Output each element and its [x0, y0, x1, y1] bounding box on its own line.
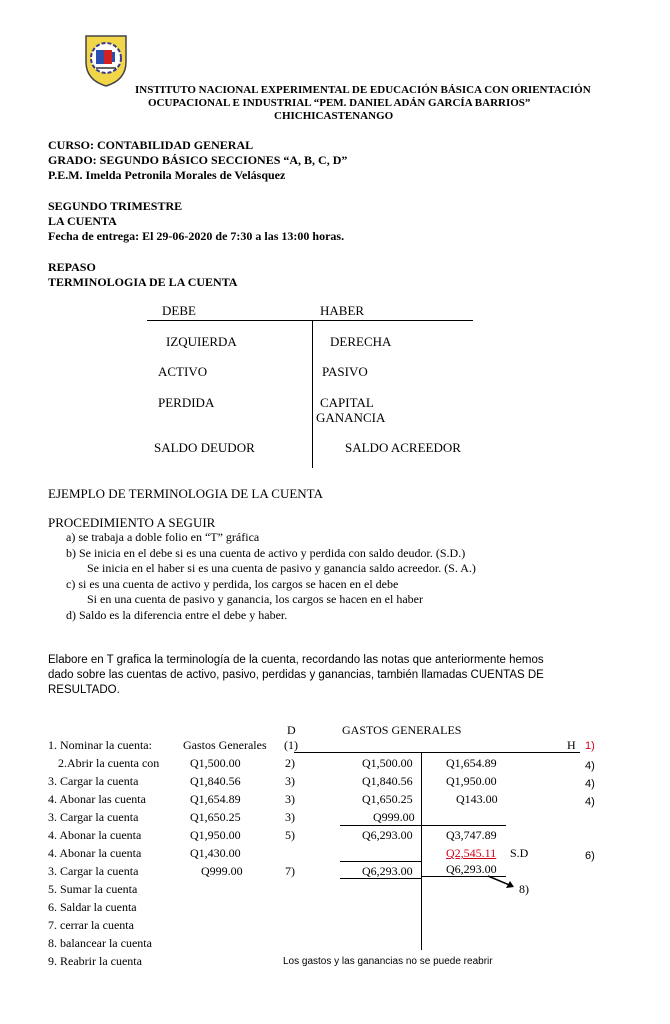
step-mark: 4)	[585, 796, 595, 808]
trimester: SEGUNDO TRIMESTRE	[48, 199, 183, 213]
step-ref: (1)	[284, 738, 298, 752]
debe-sum-line	[340, 825, 421, 826]
procedure-title: PROCEDIMIENTO A SEGUIR	[48, 515, 216, 530]
step-ref: 7)	[285, 864, 295, 878]
step-mark: 4)	[585, 760, 595, 772]
grade-sections: GRADO: SEGUNDO BÁSICO SECCIONES “A, B, C, D”	[48, 153, 348, 167]
step-ref: 3)	[285, 792, 295, 806]
step-label: 3. Cargar la cuenta	[48, 774, 139, 788]
haber-label: H	[567, 738, 576, 752]
account-title: GASTOS GENERALES	[342, 723, 462, 737]
debe-balanced-total: Q6,293.00	[362, 864, 413, 878]
haber-entry: Q1,950.00	[446, 774, 497, 788]
t-chart-vertical-line	[312, 320, 313, 468]
step-ref: 5)	[285, 828, 295, 842]
debe-label: D	[287, 723, 296, 737]
t-chart-debe-header: DEBE	[162, 303, 196, 318]
review-heading: REPASO	[48, 260, 96, 274]
terminology-heading: TERMINOLOGIA DE LA CUENTA	[48, 275, 238, 289]
t-chart-horizontal-line	[147, 320, 473, 321]
t-chart-left-item: IZQUIERDA	[166, 334, 237, 349]
t-chart-left-item: PERDIDA	[158, 395, 215, 410]
step-label: 9. Reabrir la cuenta	[48, 954, 142, 968]
step-ref: 3)	[285, 810, 295, 824]
haber-sum-line	[421, 825, 506, 826]
topic: LA CUENTA	[48, 214, 117, 228]
procedure-item: b) Se inicia en el debe si es una cuenta de activo y perdida con saldo deudor. (S.D.)	[66, 546, 466, 560]
step-label: 4. Abonar las cuenta	[48, 792, 146, 806]
debe-close-line	[340, 861, 421, 862]
procedure-item: d) Saldo es la diferencia entre el debe y haber.	[66, 608, 288, 622]
course-name: CURSO: CONTABILIDAD GENERAL	[48, 138, 254, 152]
step-mark: 4)	[585, 778, 595, 790]
t-chart-right-item: SALDO ACREEDOR	[345, 440, 461, 455]
procedure-item: a) se trabaja a doble folio en “T” gráfica	[66, 530, 260, 544]
t-chart-right-item: CAPITAL	[320, 395, 374, 410]
haber-entry: Q1,654.89	[446, 756, 497, 770]
step-amount: Q1,950.00	[190, 828, 241, 842]
step-amount: Q1,654.89	[190, 792, 241, 806]
example-title: EJEMPLO DE TERMINOLOGIA DE LA CUENTA	[48, 486, 323, 501]
step-label: 1. Nominar la cuenta:	[48, 738, 152, 752]
step-label: 4. Abonar la cuenta	[48, 846, 142, 860]
debe-total: Q6,293.00	[362, 828, 413, 842]
haber-balanced-total: Q6,293.00	[446, 862, 497, 876]
institute-name-line1: INSTITUTO NACIONAL EXPERIMENTAL DE EDUCACIÓN BÁSICA CON ORIENTACIÓN	[135, 84, 591, 96]
step-label: 5. Sumar la cuenta	[48, 882, 138, 896]
step-amount: Gastos Generales	[183, 738, 267, 752]
t-chart-haber-header: HABER	[320, 303, 365, 318]
debe-entry: Q999.00	[373, 810, 415, 824]
instruction-line: Elabore en T grafica la terminología de la cuenta, recordando las notas que anteriormente hemos	[48, 654, 544, 666]
debe-entry: Q1,840.56	[362, 774, 413, 788]
step-label: 4. Abonar la cuenta	[48, 828, 142, 842]
instruction-line: RESULTADO.	[48, 684, 120, 696]
institute-name-line2: OCUPACIONAL E INDUSTRIAL “PEM. DANIEL ADÁN GARCÍA BARRIOS”	[148, 97, 531, 109]
step-label: 7. cerrar la cuenta	[48, 918, 134, 932]
step-number: 1)	[585, 740, 595, 752]
haber-entry: Q143.00	[456, 792, 498, 806]
t-chart-left-item: SALDO DEUDOR	[154, 440, 255, 455]
step-amount: Q1,840.56	[190, 774, 241, 788]
step-amount: Q999.00	[201, 864, 243, 878]
account-t-horizontal-line	[294, 752, 580, 753]
step-label: 6. Saldar la cuenta	[48, 900, 137, 914]
debe-entry: Q1,500.00	[362, 756, 413, 770]
step-amount: Q1,500.00	[190, 756, 241, 770]
debe-entry: Q1,650.25	[362, 792, 413, 806]
saldo-amount: Q2,545.11	[446, 846, 497, 860]
instruction-line: dado sobre las cuentas de activo, pasivo, perdidas y ganancias, también llamadas CUENTAS DE	[48, 669, 544, 681]
step-label: 3. Cargar la cuenta	[48, 810, 139, 824]
haber-total: Q3,747.89	[446, 828, 497, 842]
step-mark: 6)	[585, 850, 595, 862]
procedure-item: c) si es una cuenta de activo y perdida, los cargos se hacen en el debe	[66, 577, 399, 591]
due-date: Fecha de entrega: El 29-06-2020 de 7:30 a las 13:00 horas.	[48, 229, 345, 243]
step-ref: 2)	[285, 756, 295, 770]
step-amount: Q1,430.00	[190, 846, 241, 860]
t-chart-left-item: ACTIVO	[158, 364, 208, 379]
institute-city: CHICHICASTENANGO	[274, 110, 394, 122]
reopen-note: Los gastos y las ganancias no se puede reabrir	[283, 956, 493, 967]
debe-double-line	[340, 878, 421, 879]
step-label: 8. balancear la cuenta	[48, 936, 152, 950]
step-amount: Q1,650.25	[190, 810, 241, 824]
step-label: 2.Abrir la cuenta con	[58, 756, 160, 770]
arrow-icon	[486, 872, 520, 892]
t-chart-right-item: PASIVO	[322, 364, 368, 379]
teacher-name: P.E.M. Imelda Petronila Morales de Velásquez	[48, 168, 286, 182]
procedure-item: Se inicia en el haber si es una cuenta de pasivo y ganancia saldo acreedor. (S. A.)	[87, 561, 476, 575]
account-t-vertical-line	[421, 752, 422, 950]
step-label: 3. Cargar la cuenta	[48, 864, 139, 878]
t-chart-right-item: DERECHA	[330, 334, 392, 349]
saldo-label: S.D	[510, 846, 529, 860]
step-ref: 3)	[285, 774, 295, 788]
t-chart-right-item: GANANCIA	[316, 410, 386, 425]
arrow-label: 8)	[519, 882, 529, 896]
school-crest-logo	[82, 32, 130, 88]
procedure-item: Si en una cuenta de pasivo y ganancia, los cargos se hacen en el haber	[87, 592, 423, 606]
